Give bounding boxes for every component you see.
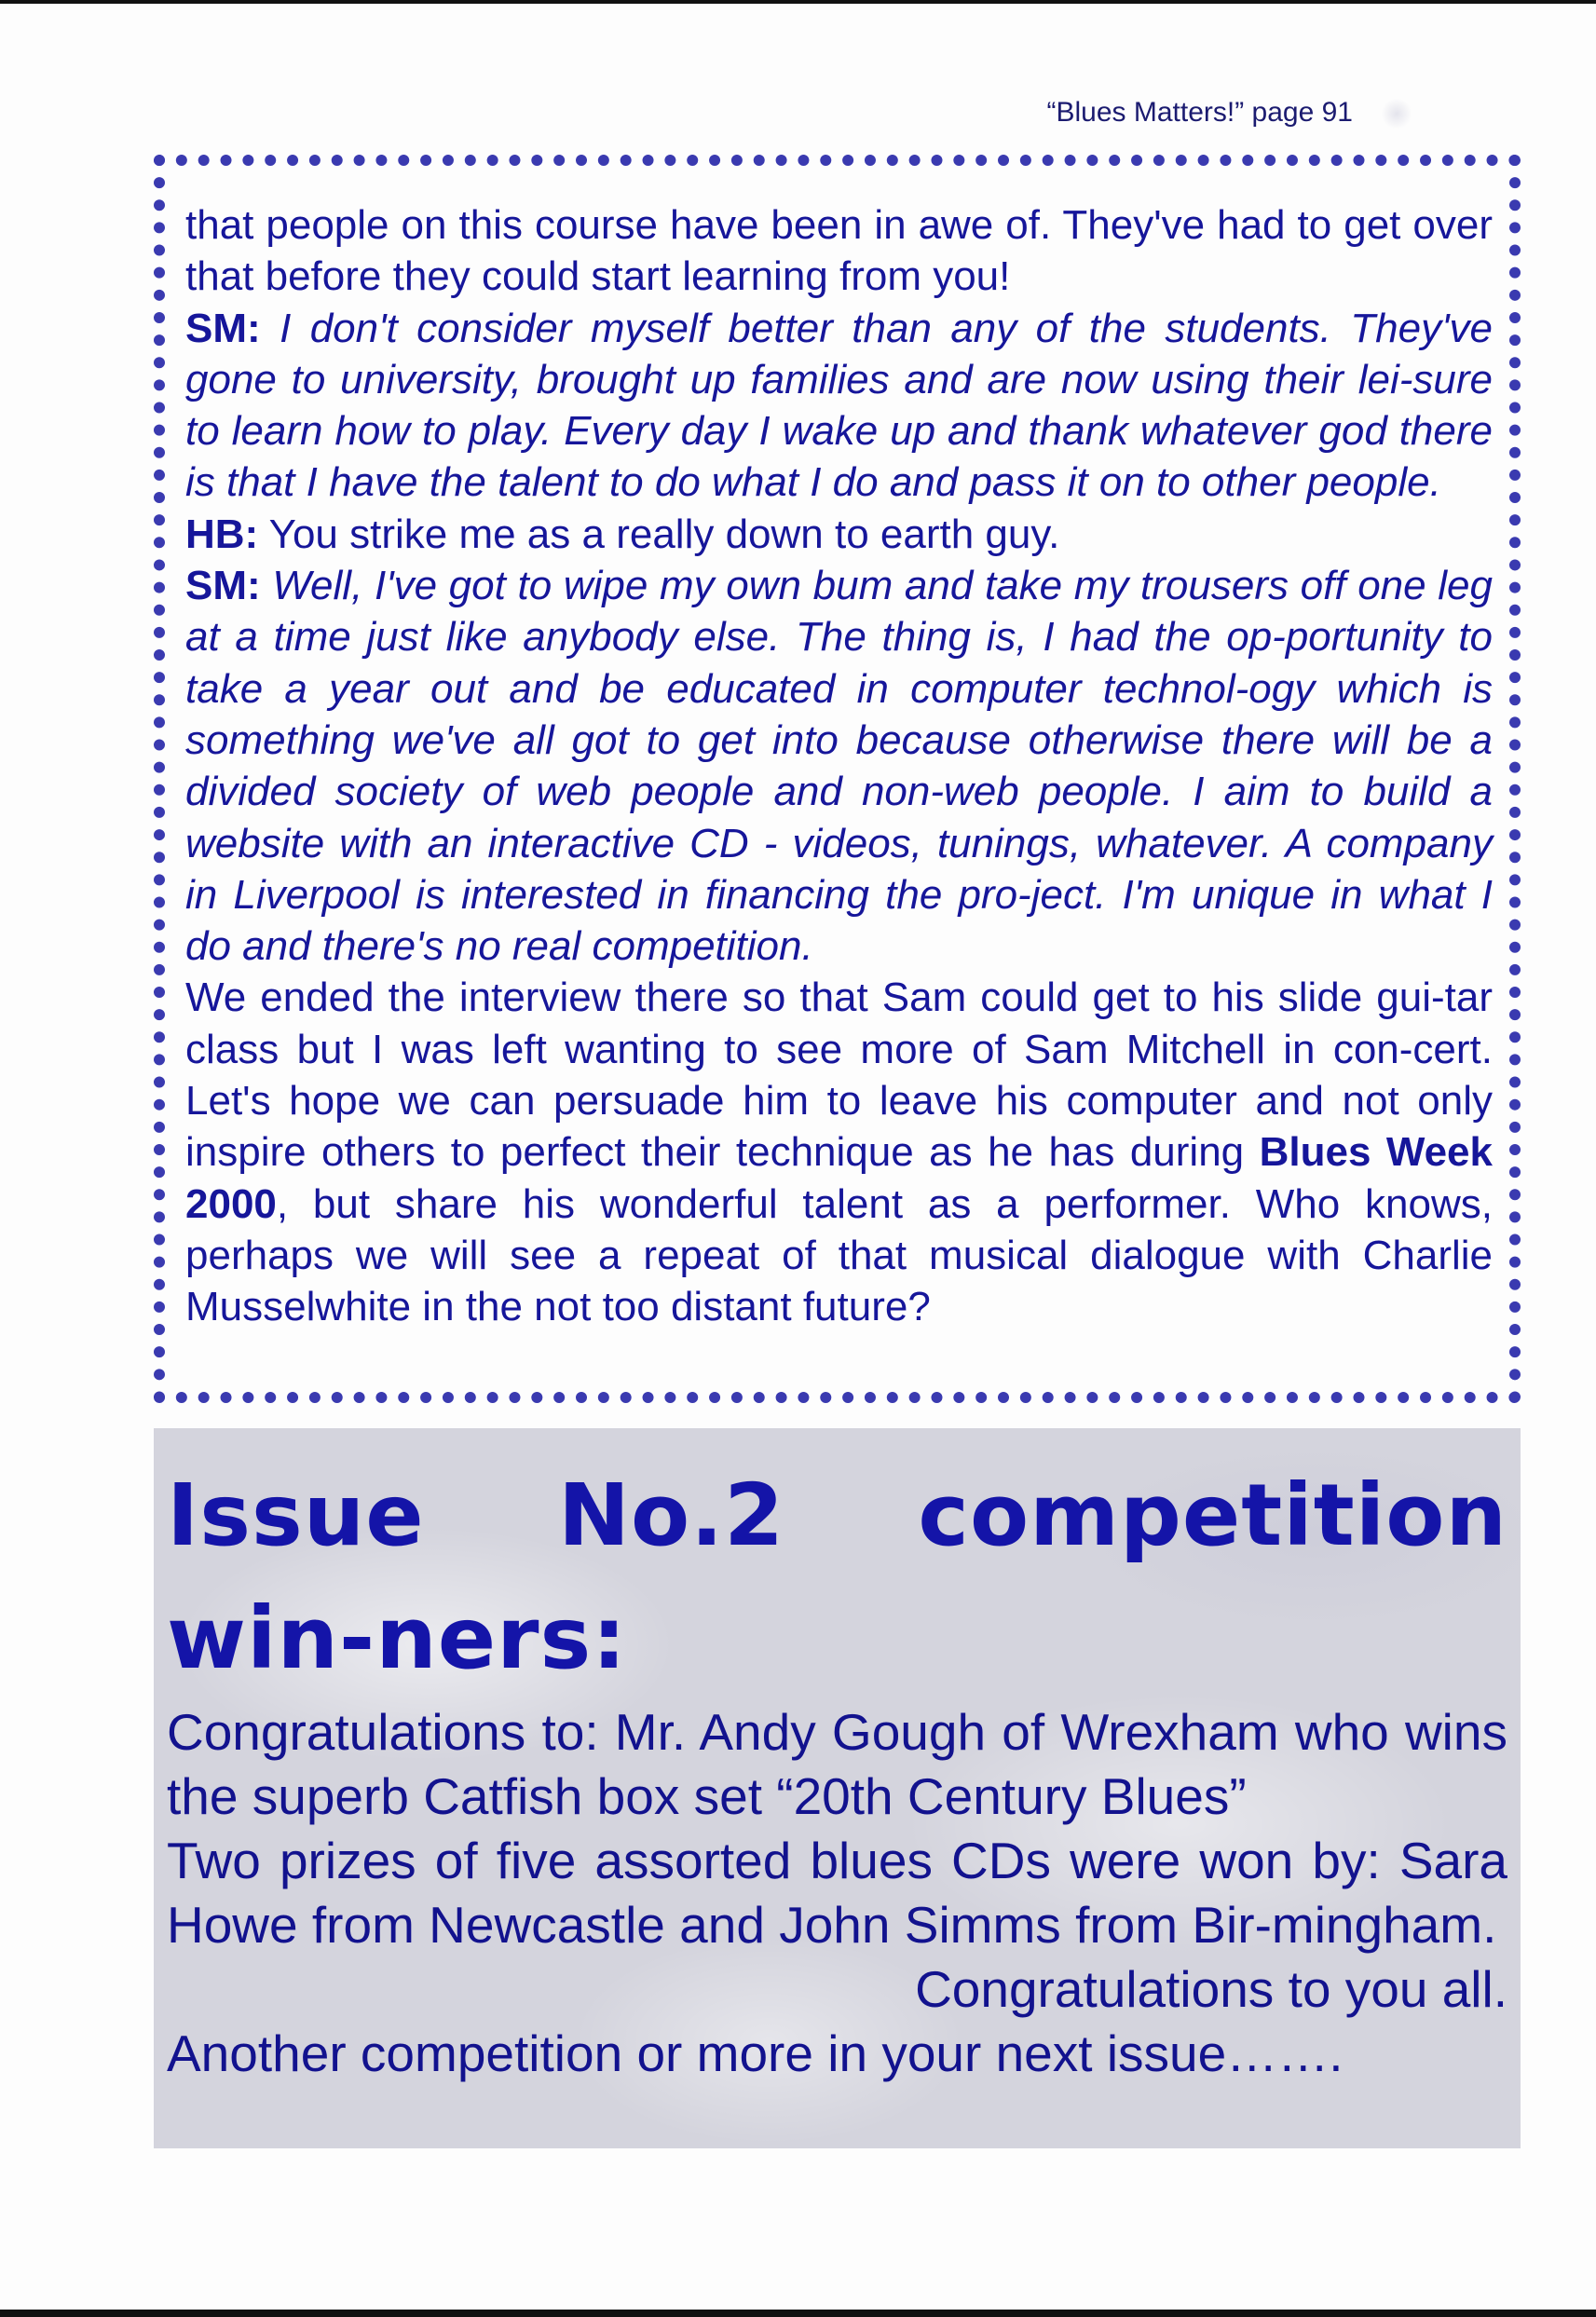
speaker-label: SM: [185, 563, 261, 609]
winners-congrats: Congratulations to you all. [915, 1960, 1507, 2018]
interview-answer: Well, I've got to wipe my own bum and take my trousers off one leg at a time just like anybody else. The thing is, I had the op-portunity to take a year out and be educated in computer technol-ogy which is something we've all got to get into because otherwise there will be a divided society of web people and non-web people. I aim to build a website with an interactive CD - videos, tunings, whatever. A company in Liverpool is interested in financing the pro-ject. I'm unique in what I do and there's no real competition. [185, 563, 1493, 970]
winners-title: Issue No.2 competition win-ners: [167, 1465, 1507, 1688]
top-border-line [0, 0, 1596, 4]
closing-text: We ended the interview there so that Sam could get to his slide gui-tar class but I was left wanting to see more of Sam Mitchell in con-cert. Let's hope we can persuade him to leave his computer and not only inspire others to perfect their technique as he has during [185, 975, 1493, 1176]
speaker-label: HB: [185, 511, 259, 557]
competition-winners-box [154, 1428, 1521, 2148]
winners-next-issue: Another competition or more in your next issue……. [167, 2024, 1344, 2082]
interview-paragraph [185, 199, 1493, 303]
event-name: Blues Week 2000 [185, 1129, 1493, 1227]
closing-text: , but share his wonderful talent as a performer. Who knows, perhaps we will see a repeat of that musical dialogue with Charlie Musselwhite in the not too distant future? [185, 1180, 1493, 1330]
page-header [1047, 97, 1413, 129]
interview-paragraph [185, 560, 1493, 972]
scan-smudge [1381, 99, 1412, 129]
interview-question: You strike me as a really down to earth guy. [268, 511, 1060, 557]
speaker-label: SM: [185, 305, 261, 351]
interview-paragraph [185, 972, 1493, 1332]
interview-box [154, 155, 1521, 1403]
interview-paragraph [185, 303, 1493, 509]
interview-answer: I don't consider myself better than any of the students. They've gone to university, brought up families and are now using their lei-sure to learn how to play. Every day I wake up and thank whatever god there is that I have the talent to do what I do and pass it on to other people. [185, 305, 1493, 506]
bottom-border-line [0, 2310, 1596, 2317]
page-header-text: “Blues Matters!” page 91 [1046, 97, 1353, 128]
interview-text: that people on this course have been in awe of. They've had to get over that before they could start learning from you! [185, 202, 1493, 300]
winners-line: Two prizes of five assorted blues CDs were won by: Sara Howe from Newcastle and John Simms from Bir-mingham. [167, 1832, 1507, 1954]
interview-paragraph [185, 509, 1493, 560]
winners-line: Congratulations to: Mr. Andy Gough of Wrexham who wins the superb Catfish box set “20th Century Blues” [167, 1703, 1507, 1825]
